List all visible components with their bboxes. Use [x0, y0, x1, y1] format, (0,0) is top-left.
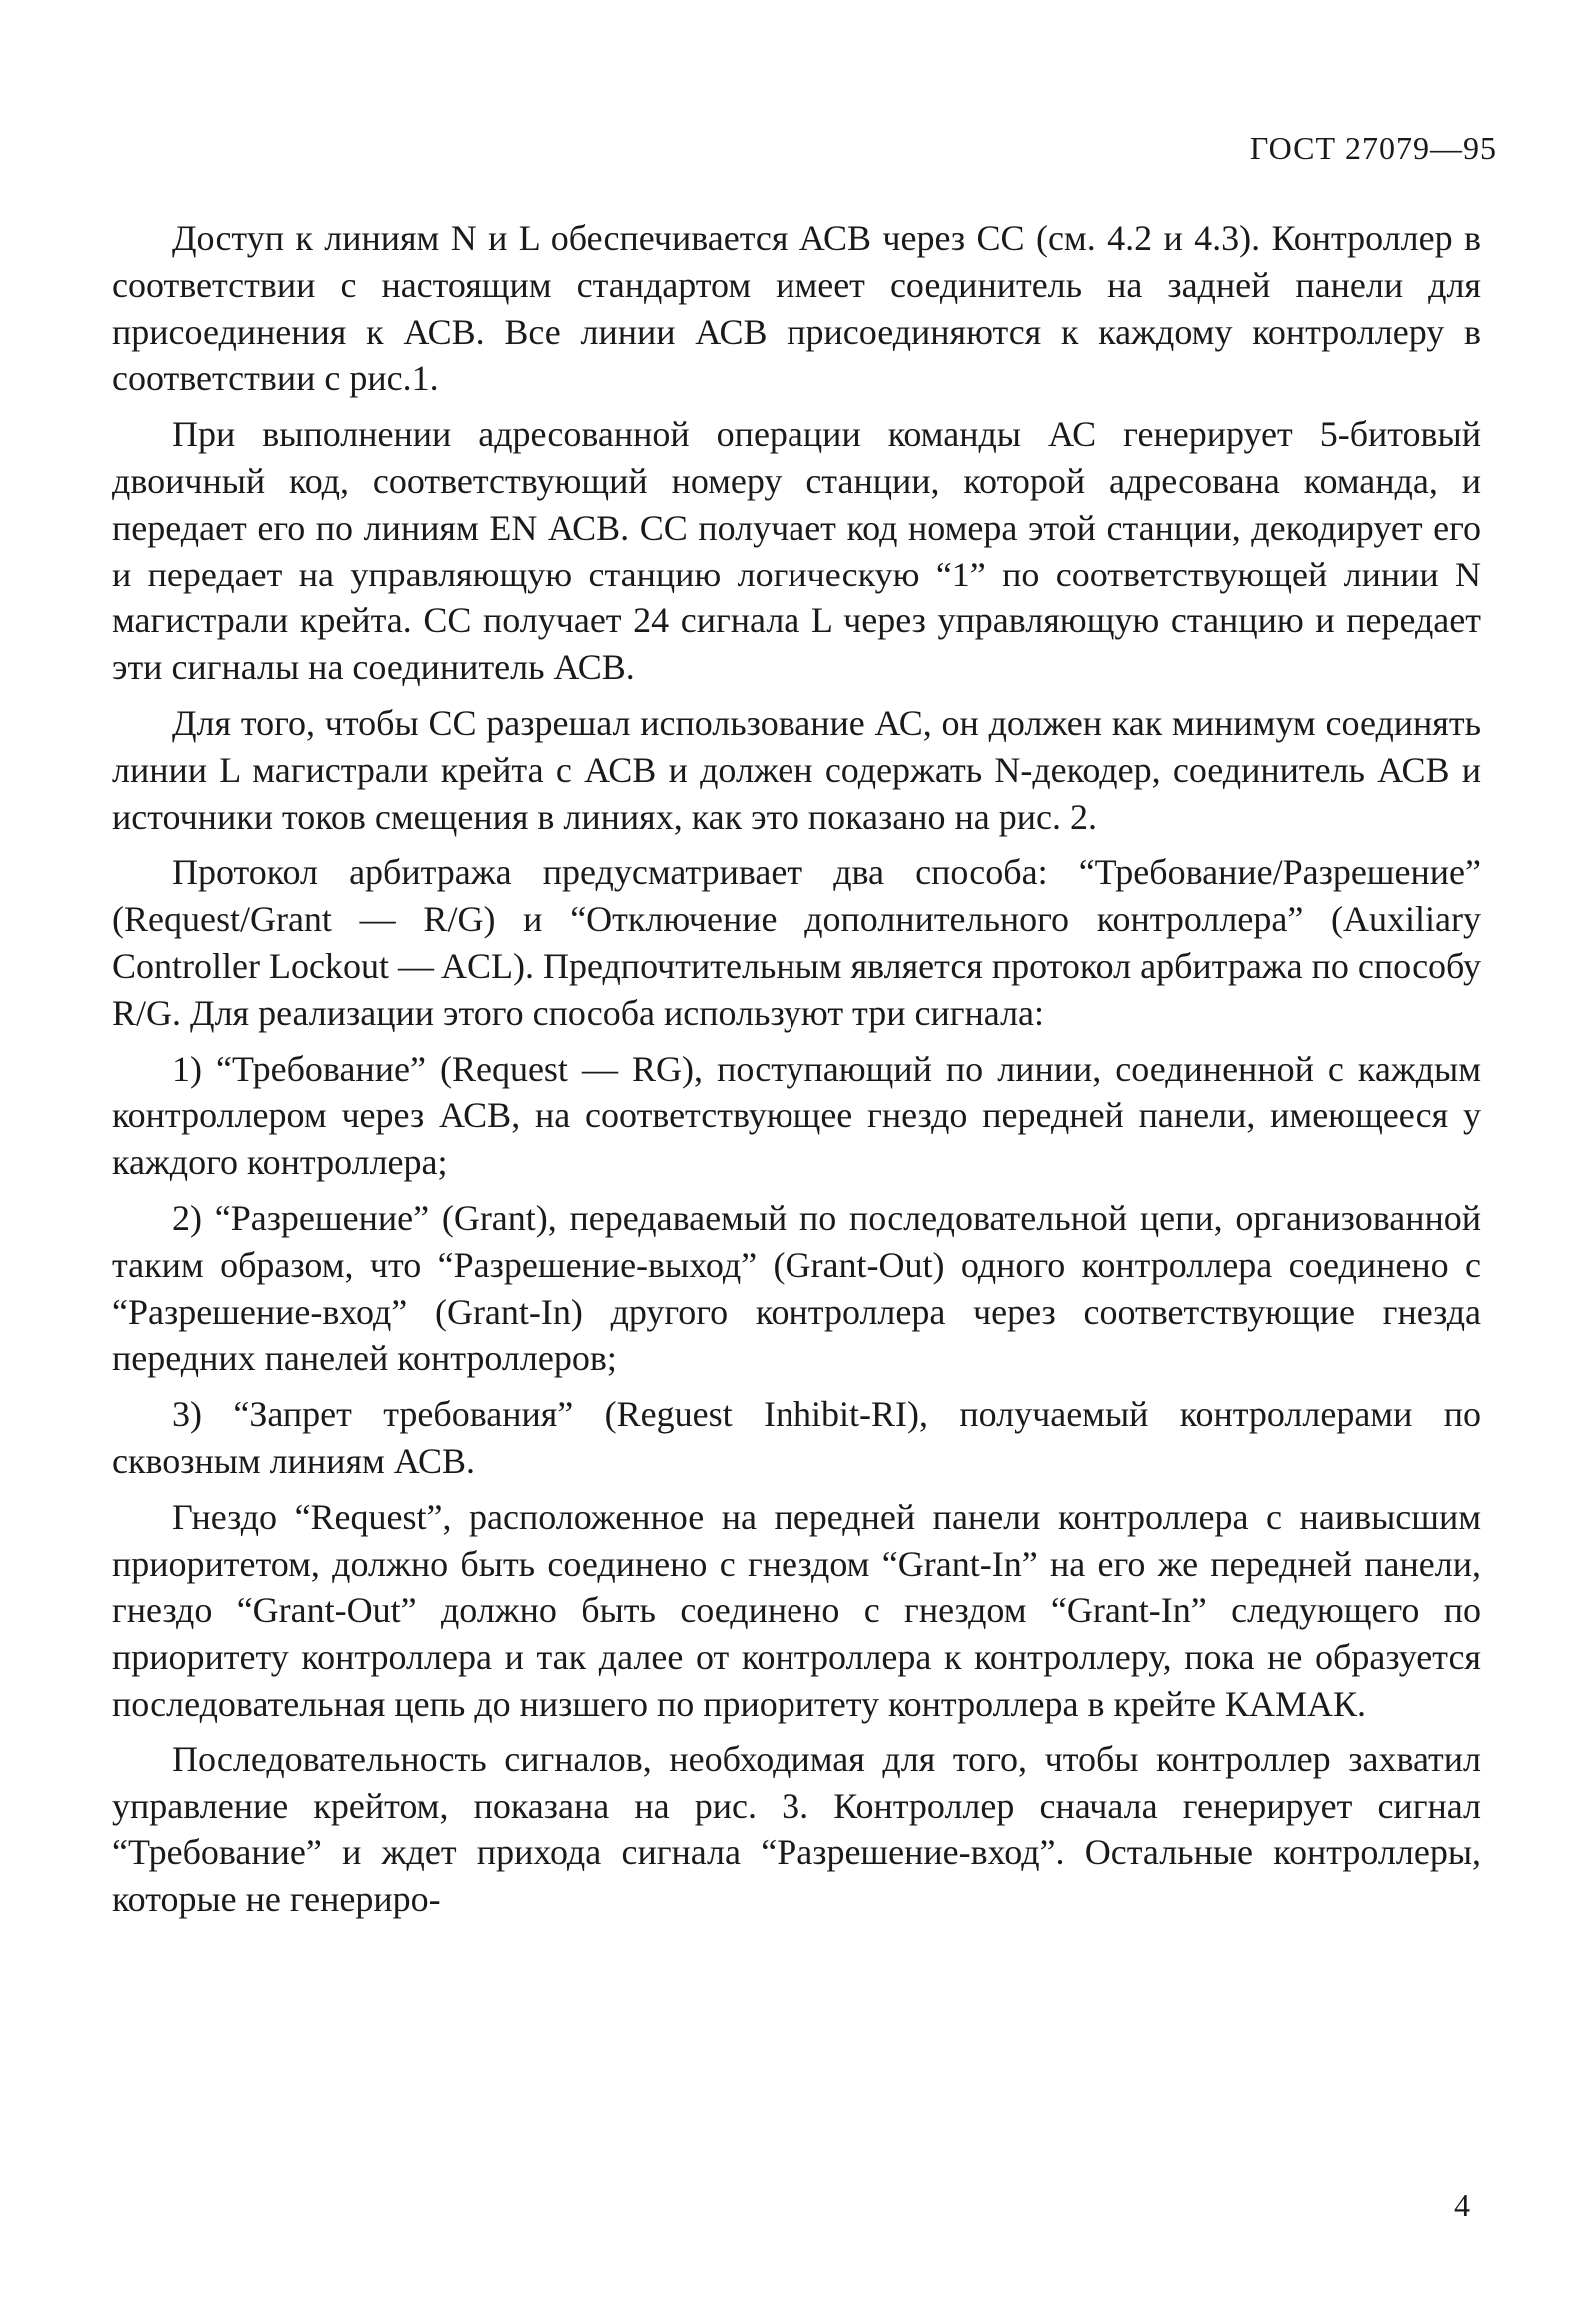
paragraph-signal-sequence: Последовательность сигналов, необходимая для того, чтобы контроллер захватил управление крейтом, показана на рис. 3. Контроллер сначала генерирует сигнал “Требование” и ждет прихода сигнала “Разрешение-вход”. Остальные контроллеры, которые не генериро- — [112, 1739, 1481, 1920]
paragraph-acb-access: Доступ к линиям N и L обеспечивается АСВ через СС (см. 4.2 и 4.3). Контроллер в соответствии с настоящим стандартом имеет соединитель на задней панели для присоединения к АСВ. Все линии АСВ присоединяются к каждому контроллеру в соответствии с рис.1. — [112, 218, 1481, 399]
page-number: 4 — [1454, 2187, 1470, 2223]
list-item-request-inhibit: 3) “Запрет требования” (Reguest Inhibit-RI), получаемый контроллерами по сквозным линиям АСВ. — [112, 1394, 1481, 1481]
standard-code-header: ГОСТ 27079—95 — [1249, 130, 1497, 166]
paragraph-cc-requirements: Для того, чтобы СС разрешал использование АС, он должен как минимум соединять линии L магистрали крейта с АСВ и должен содержать N-декодер, соединитель АСВ и источники токов смещения в линиях, как это показано на рис. 2. — [112, 702, 1481, 837]
list-item-request: 1) “Требование” (Request — RG), поступающий по линии, соединенной с каждым контроллером через АСВ, на соответствующее гнездо передней панели, имеющееся у каждого контроллера; — [112, 1048, 1481, 1183]
paragraph-addressed-operation: При выполнении адресованной операции команды АС генерирует 5-битовый двоичный код, соответствующий номеру станции, которой адресована команда, и передает его по линиям EN АСВ. СС получает код номера этой станции, декодирует его и передает на управляющую станцию логическую “1” по соответствующей линии N магистрали крейта. СС получает 24 сигнала L через управляющую станцию и передает эти сигналы на соединитель АСВ. — [112, 414, 1481, 688]
body-text — [112, 215, 1481, 1932]
paragraph-request-socket: Гнездо “Request”, расположенное на передней панели контроллера с наивысшим приоритетом, должно быть соединено с гнездом “Grant-In” на его же передней панели, гнездо “Grant-Out” должно быть соединено с гнездом “Grant-In” следующего по приоритету контроллера и так далее от контроллера к контроллеру, пока не образуется последовательная цепь до низшего по приоритету контроллера в крейте КАМАК. — [112, 1496, 1481, 1724]
paragraph-arbitration-protocol: Протокол арбитража предусматривает два способа: “Требование/Разрешение” (Request/Grant — R/G) и “Отключение дополнительного контроллера” (Auxiliary Controller Lockout — ACL). Предпочтительным является протокол арбитража по способу R/G. Для реализации этого способа используют три сигнала: — [112, 852, 1481, 1033]
list-item-grant: 2) “Разрешение” (Grant), передаваемый по последовательной цепи, организованной таким образом, что “Разрешение-выход” (Grant-Out) одного контроллера соединено с “Разрешение-вход” (Grant-In) другого контроллера через соответствующие гнезда передних панелей контроллеров; — [112, 1197, 1481, 1379]
